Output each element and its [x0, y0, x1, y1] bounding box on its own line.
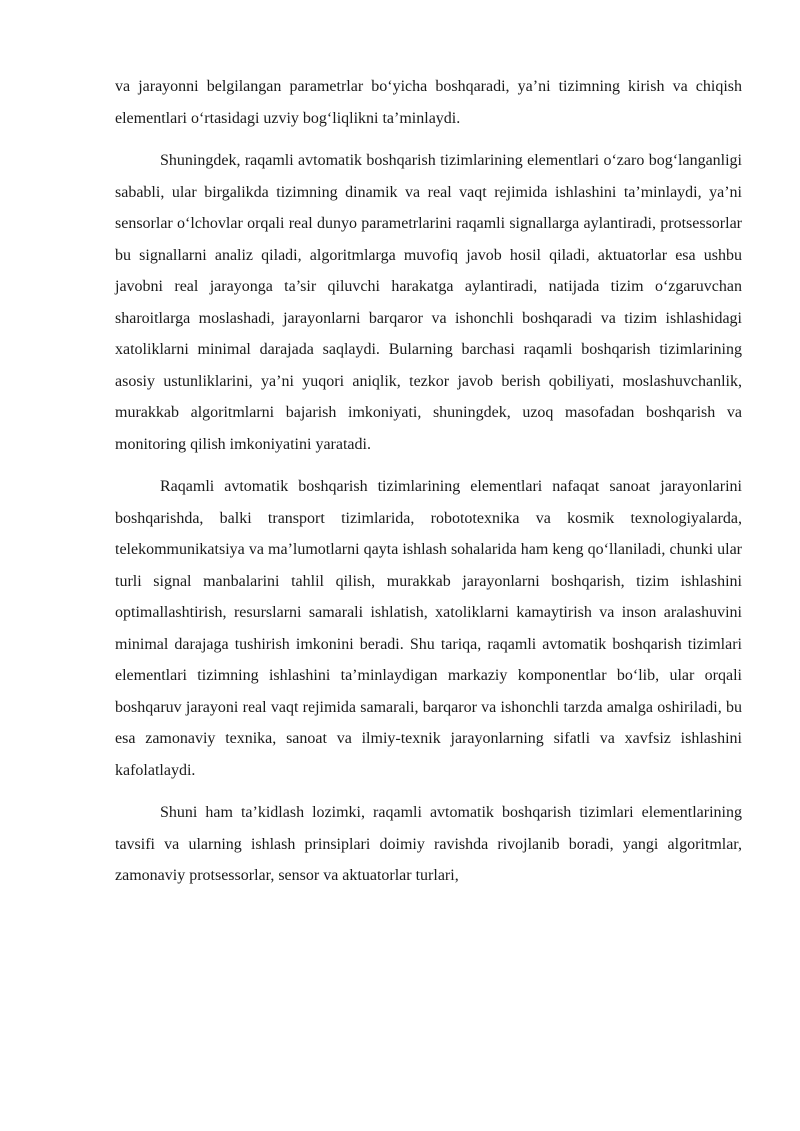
paragraph-continued: va jarayonni belgilangan parametrlar bo‘yicha boshqaradi, ya’ni tizimning kirish va chiqish elementlari o‘rtasidagi uzviy bog‘liqlikni ta’minlaydi. [115, 78, 742, 127]
document-page [115, 71, 742, 892]
paragraph-development: Shuni ham ta’kidlash lozimki, raqamli avtomatik boshqarish tizimlari elementlarining tavsifi va ularning ishlash prinsiplari doimiy ravishda rivojlanib boradi, yangi algoritmlar, zamonaviy protsessorlar, sensor va aktuatorlar turlari, [115, 804, 742, 884]
paragraph-element-interconnection: Shuningdek, raqamli avtomatik boshqarish tizimlarining elementlari o‘zaro bog‘langanligi sababli, ular birgalikda tizimning dinamik va real vaqt rejimida ishlashini ta’minlaydi, ya’ni sensorlar o‘lchovlar orqali real dunyo parametrlarini raqamli signallarga aylantiradi, protsessorlar bu signallarni analiz qiladi, algoritmlarga muvofiq javob hosil qiladi, aktuatorlar esa ushbu javobni real jarayonga ta’sir qiluvchi harakatga aylantiradi, natijada tizim o‘zgaruvchan sharoitlarga moslashadi, jarayonlarni barqaror va ishonchli boshqaradi va tizim ishlashidagi xatoliklarni minimal darajada saqlaydi. Bularning barchasi raqamli boshqarish tizimlarining asosiy ustunliklarini, ya’ni yuqori aniqlik, tezkor javob berish qobiliyati, moslashuvchanlik, murakkab algoritmlarni bajarish imkoniyati, shuningdek, uzoq masofadan boshqarish va monitoring qilish imkoniyatini yaratadi. [115, 152, 742, 453]
paragraph-applications: Raqamli avtomatik boshqarish tizimlarining elementlari nafaqat sanoat jarayonlarini boshqarishda, balki transport tizimlarida, robototexnika va kosmik texnologiyalarda, telekommunikatsiya va ma’lumotlarni qayta ishlash sohalarida ham keng qo‘llaniladi, chunki ular turli signal manbalarini tahlil qilish, murakkab jarayonlarni boshqarish, tizim ishlashini optimallashtirish, resurslarni samarali ishlatish, xatoliklarni kamaytirish va inson aralashuvini minimal darajaga tushirish imkonini beradi. Shu tariqa, raqamli avtomatik boshqarish tizimlari elementlari tizimning ishlashini ta’minlaydigan markaziy komponentlar bo‘lib, ular orqali boshqaruv jarayoni real vaqt rejimida samarali, barqaror va ishonchli tarzda amalga oshiriladi, bu esa zamonaviy texnika, sanoat va ilmiy-texnik jarayonlarning sifatli va xavfsiz ishlashini kafolatlaydi. [115, 478, 742, 779]
